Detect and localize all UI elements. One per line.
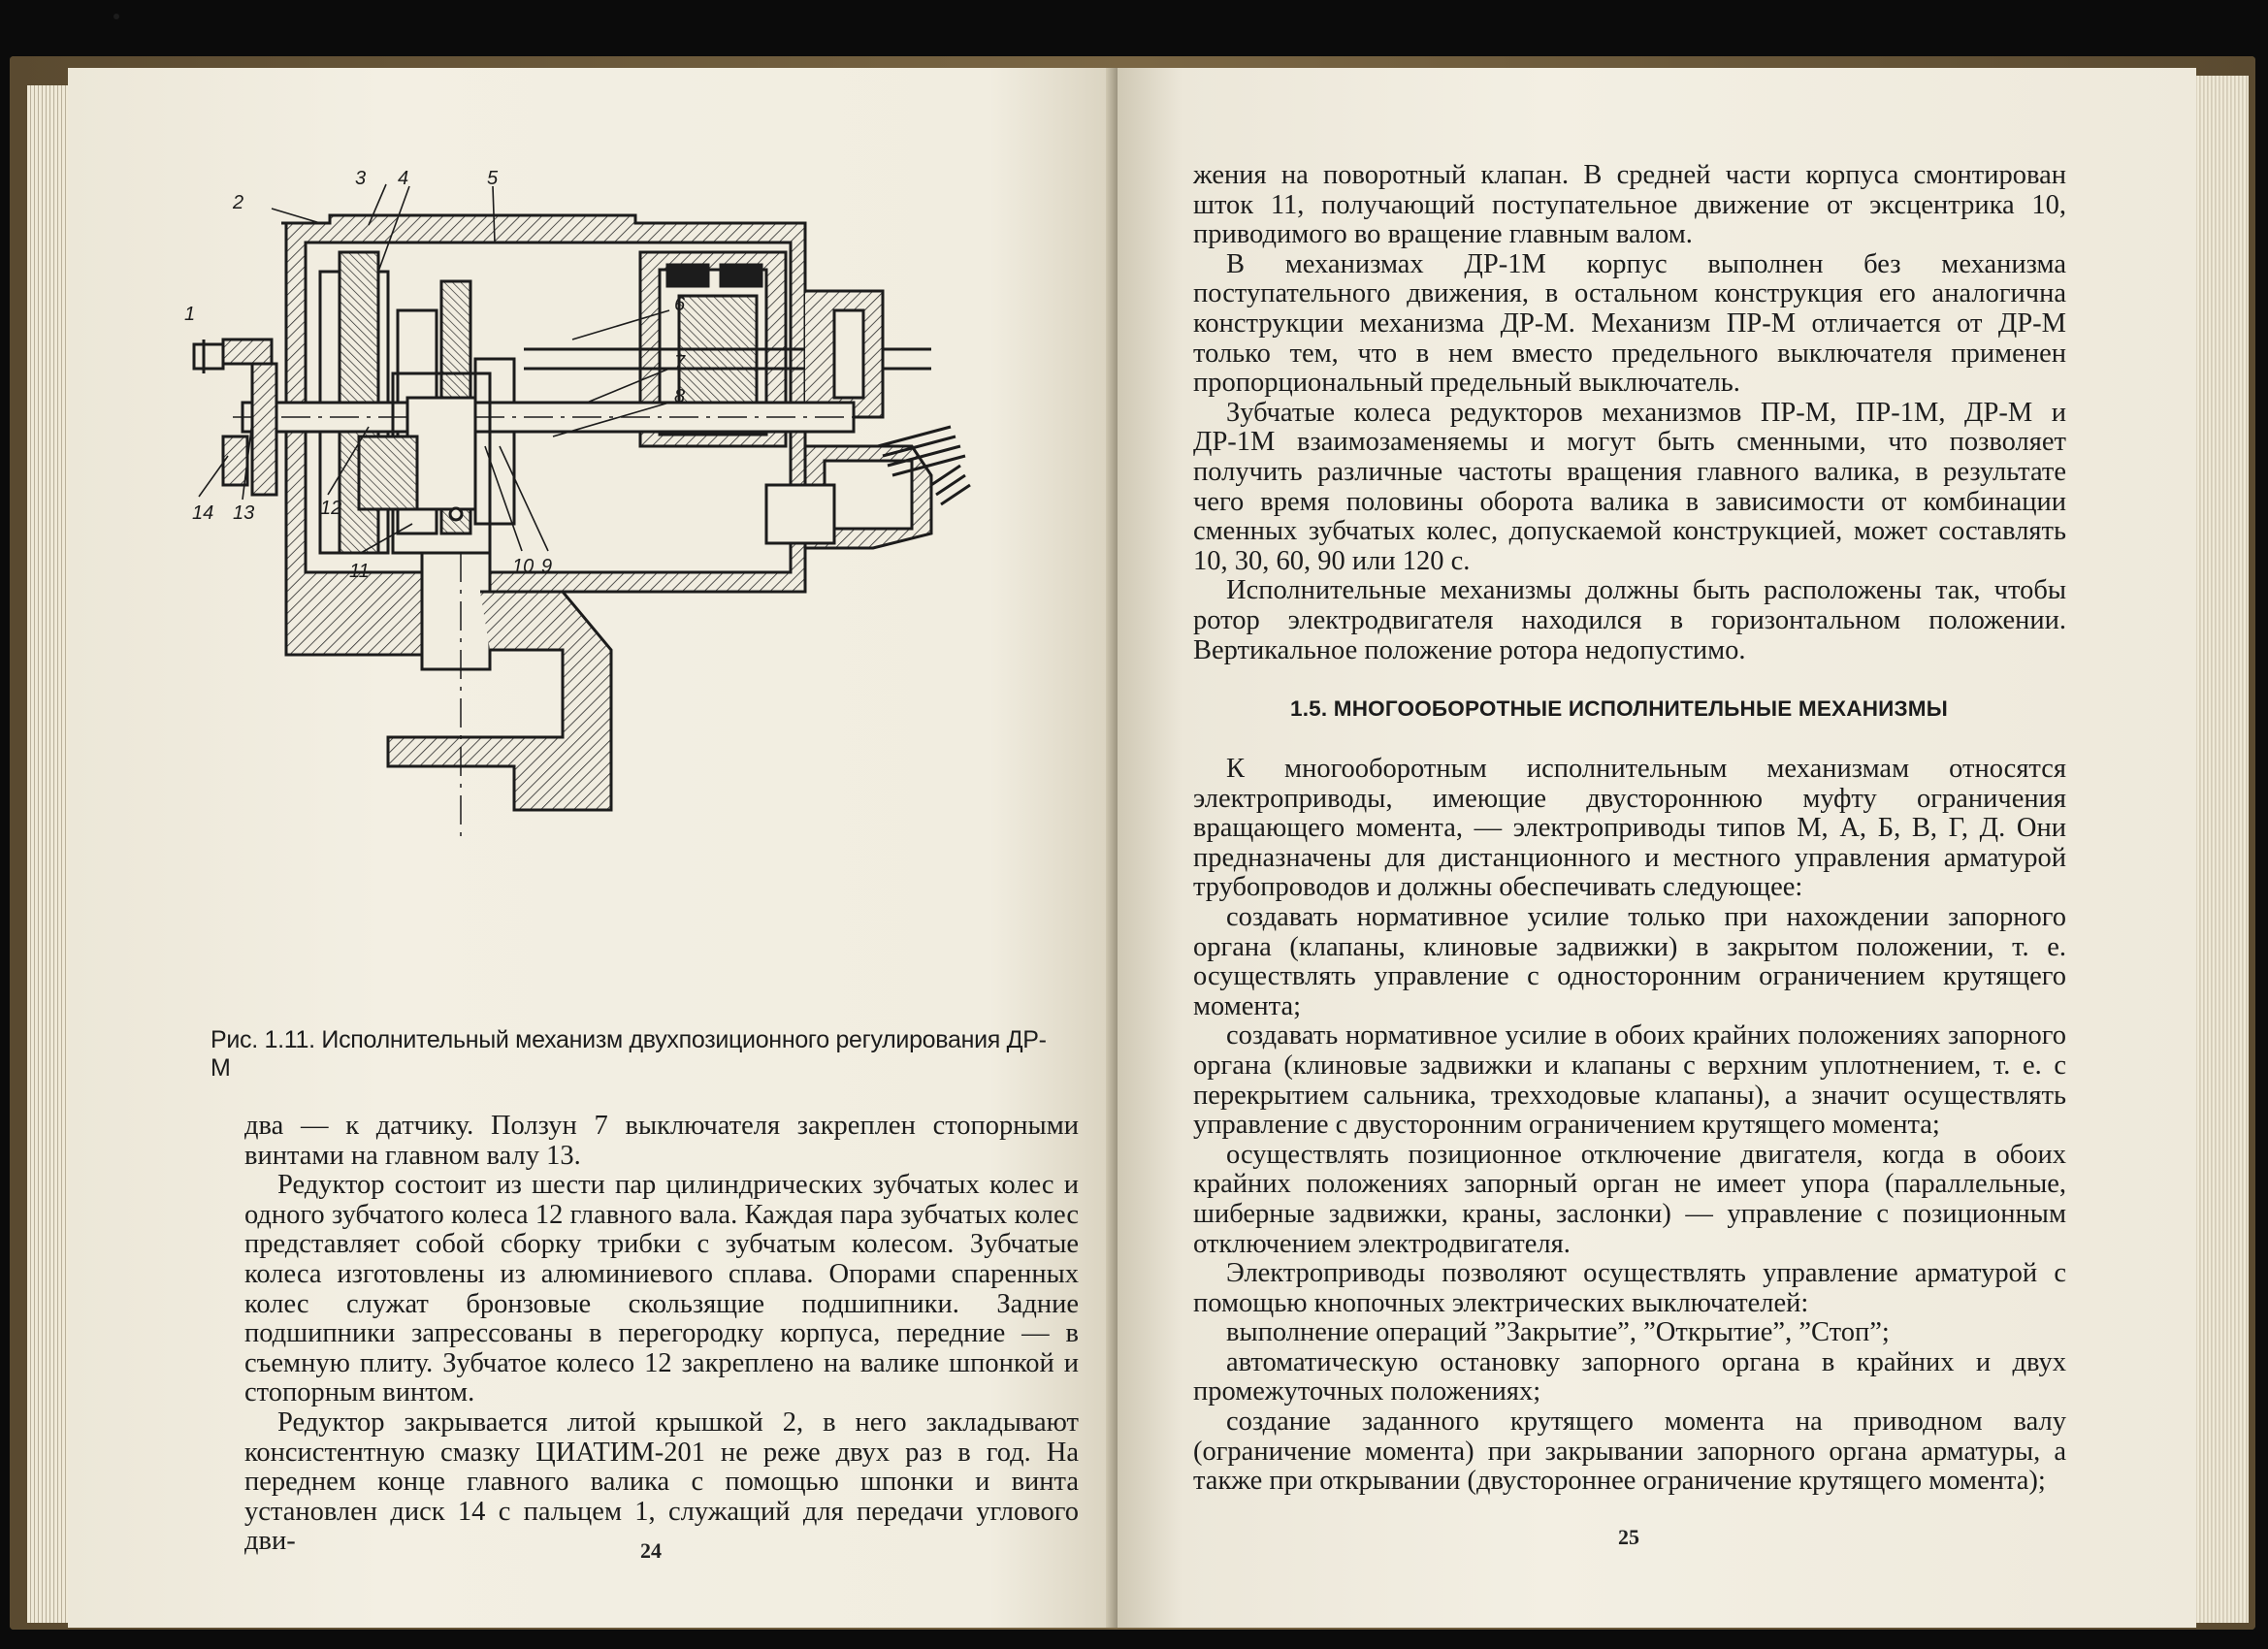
figure-label: 7 bbox=[674, 352, 686, 373]
figure-label: 5 bbox=[487, 168, 499, 189]
figure-label: 13 bbox=[233, 502, 255, 524]
figure-label: 11 bbox=[349, 561, 370, 582]
paragraph: создавать нормативное усилие только при нахождении запорного органа (клапаны, клиновые задвижки) в закрытом положении, т. е. осуществлять управление с односторонним ограничением крутящего момента; bbox=[1193, 901, 2066, 1021]
paragraph: Редуктор состоит из шести пар цилиндрических зубчатых колес и одного зубчатого колеса 12 главного вала. Каждая пара зубчатых колес представляет собой сборку трибки с зубчатым колесом. Зубчатые колеса изготовлены из алюминиевого сплава. Опорами спаренных колес служат бронзовые скользящие подшипники. Задние подшипники запрессованы в перегородку корпуса, передние — в съемную плиту. Зубчатое колесо 12 закреплено на валике шпонкой и стопорным винтом. bbox=[244, 1170, 1079, 1408]
figure-label: 12 bbox=[320, 498, 342, 519]
paragraph: В механизмах ДР-1М корпус выполнен без механизма поступательного движения, в остальном конструкция его аналогична конструкции механизма ДР-М. Механизм ПР-М отличается от ДР-М только тем, что в нем вместо предельного выключателя применен пропорциональный предельный выключатель. bbox=[1193, 248, 2066, 399]
right-page-text-top bbox=[1193, 161, 2066, 665]
paragraph: автоматическую остановку запорного органа в крайних и двух промежуточных положениях; bbox=[1193, 1346, 2066, 1407]
paragraph: осуществлять позиционное отключение двигателя, когда в обоих крайних положениях запорный орган не имеет упора (параллельные, шиберные задвижки, краны, заслонки) — управление с позиционным отключением электродвигателя. bbox=[1193, 1139, 2066, 1259]
figure-label: 9 bbox=[541, 556, 553, 577]
paragraph: создание заданного крутящего момента на приводном валу (ограничение момента) при закрывании запорного органа арматуры, а также при открывании (двустороннее ограничение крутящего момента); bbox=[1193, 1406, 2066, 1497]
paragraph: жения на поворотный клапан. В средней части корпуса смонтирован шток 11, получающий поступательное движение от эксцентрика 10, приводимого во вращение главным валом. bbox=[1193, 160, 2066, 250]
paragraph: Зубчатые колеса редукторов механизмов ПР-М, ПР-1М, ДР-М и ДР-1М взаимозаменяемы и могут быть сменными, что позволяет получить различные частоты вращения главного валика, в результате чего время половины оборота валика в зависимости от комбинации сменных зубчатых колес, допускаемой конструкцией, может составлять 10, 30, 60, 90 или 120 с. bbox=[1193, 397, 2066, 576]
paragraph: Исполнительные механизмы должны быть расположены так, чтобы ротор электродвигателя находился в горизонтальном положении. Вертикальное положение ротора недопустимо. bbox=[1193, 575, 2066, 665]
page-number-left: 24 bbox=[640, 1538, 662, 1563]
section-heading: 1.5. МНОГООБОРОТНЫЕ ИСПОЛНИТЕЛЬНЫЕ МЕХАНИЗМЫ bbox=[1290, 696, 1948, 721]
left-page-text bbox=[244, 1112, 1079, 1557]
paragraph: Редуктор закрывается литой крышкой 2, в него закладывают консистентную смазку ЦИАТИМ-201 не реже двух раз в год. На переднем конце главного валика с помощью шпонки и винта установлен диск 14 с пальцем 1, служащий для передачи углового дви- bbox=[244, 1406, 1079, 1557]
mechanism-drawing bbox=[184, 165, 1067, 1009]
figure-label: 6 bbox=[674, 294, 686, 315]
paragraph: выполнение операций ”Закрытие”, ”Открытие”, ”Стоп”; bbox=[1226, 1317, 1890, 1348]
figure-caption: Рис. 1.11. Исполнительный механизм двухпозиционного регулирования ДР-М bbox=[211, 1026, 1047, 1082]
page-number-right: 25 bbox=[1618, 1525, 1639, 1549]
figure-label: 8 bbox=[674, 386, 686, 407]
paragraph: два — к датчику. Ползун 7 выключателя закреплен стопорными винтами на главном валу 13. bbox=[244, 1111, 1079, 1171]
page-edges-right bbox=[2192, 76, 2249, 1623]
paragraph: Электроприводы позволяют осуществлять управление арматурой с помощью кнопочных электрических выключателей: bbox=[1193, 1258, 2066, 1318]
paragraph: создавать нормативное усилие в обоих крайних положениях запорного органа (клиновые задвижки и клапаны с верхним уплотнением, т. е. с перекрытием сальника, трехходовые клапаны), а значит осуществлять управление с двусторонним ограничением крутящего момента; bbox=[1193, 1020, 2066, 1141]
figure-label: 3 bbox=[355, 168, 367, 189]
paragraph: К многооборотным исполнительным механизмам относятся электроприводы, имеющие двустороннюю муфту ограничения вращающего момента, — электроприводы типов М, А, Б, В, Г, Д. Они предназначены для дистанционного и местного управления арматурой трубопроводов и должны обеспечивать следующее: bbox=[1193, 754, 2066, 903]
figure-label: 2 bbox=[233, 192, 244, 213]
dust-speck bbox=[113, 14, 119, 19]
figure-label: 4 bbox=[398, 168, 409, 189]
figure-label: 1 bbox=[184, 304, 196, 325]
figure-label: 14 bbox=[192, 502, 214, 524]
page-edges-left bbox=[27, 85, 71, 1623]
right-page-text-bottom bbox=[1193, 755, 2066, 1497]
figure-label: 10 bbox=[512, 556, 535, 577]
